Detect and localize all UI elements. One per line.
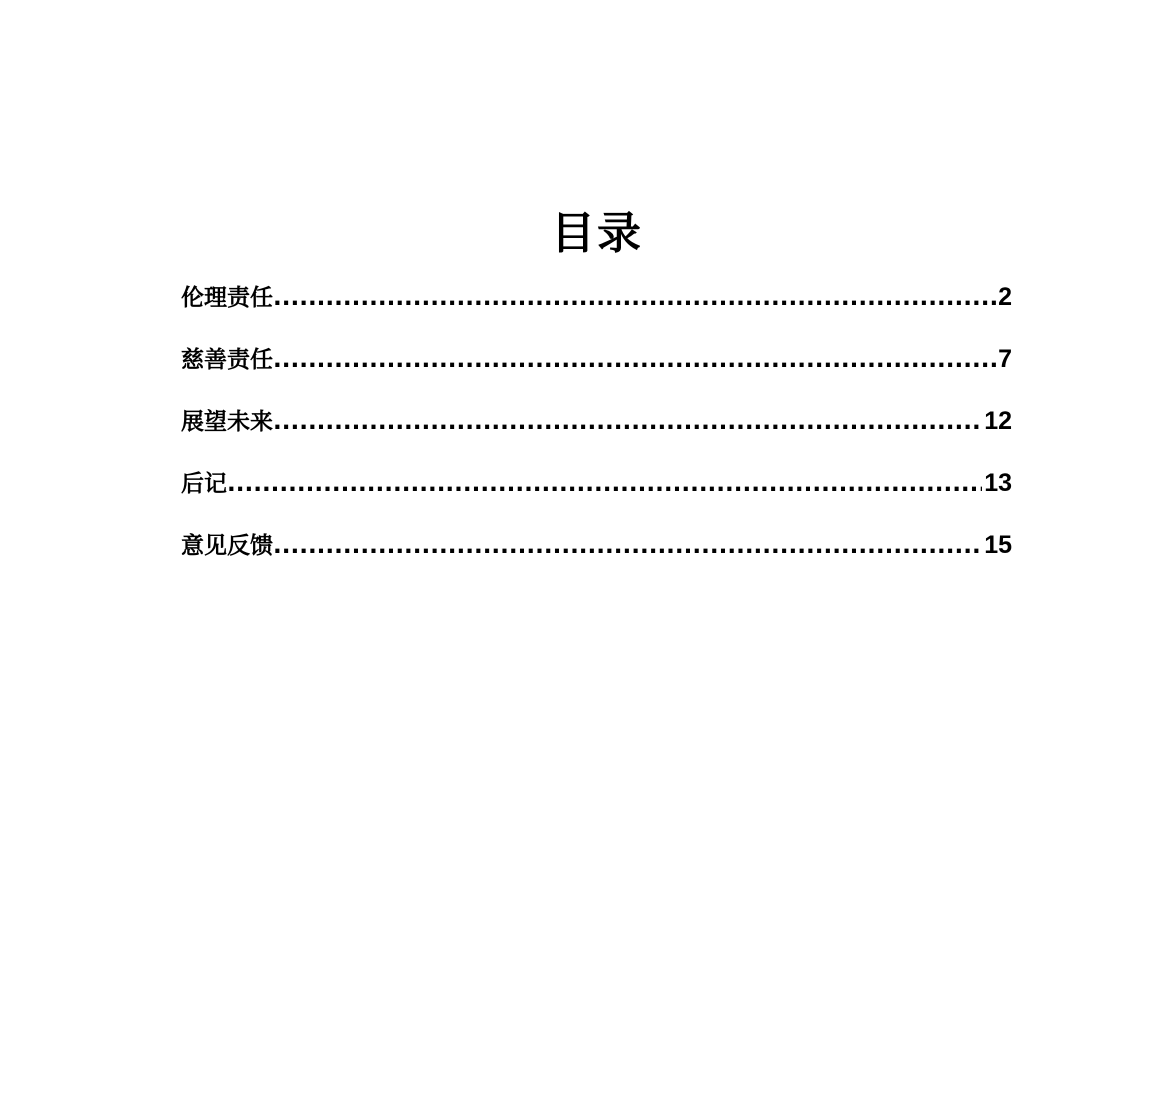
toc-dot-leader (227, 465, 982, 503)
toc-entry-label: 后记 (181, 471, 227, 497)
toc-entry-page-number: 2 (998, 283, 1012, 311)
toc-entry-page-number: 15 (984, 531, 1012, 559)
toc-entry-label: 展望未来 (181, 409, 273, 435)
toc-entry-future-outlook[interactable] (181, 402, 1012, 464)
toc-entry-label: 伦理责任 (181, 285, 273, 311)
table-of-contents (181, 278, 1012, 588)
toc-title: 目录 (551, 208, 643, 259)
toc-dot-leader (273, 279, 996, 317)
toc-entry-page-number: 7 (998, 345, 1012, 373)
toc-dot-leader (273, 527, 982, 565)
toc-entry-label: 慈善责任 (181, 347, 273, 373)
toc-entry-page-number: 12 (984, 407, 1012, 435)
toc-entry-ethical-responsibility[interactable] (181, 278, 1012, 340)
toc-entry-feedback[interactable] (181, 526, 1012, 588)
toc-entry-label: 意见反馈 (181, 533, 273, 559)
toc-entry-page-number: 13 (984, 469, 1012, 497)
toc-dot-leader (273, 341, 996, 379)
toc-dot-leader (273, 403, 982, 441)
toc-entry-afterword[interactable] (181, 464, 1012, 526)
toc-entry-philanthropic-responsibility[interactable] (181, 340, 1012, 402)
